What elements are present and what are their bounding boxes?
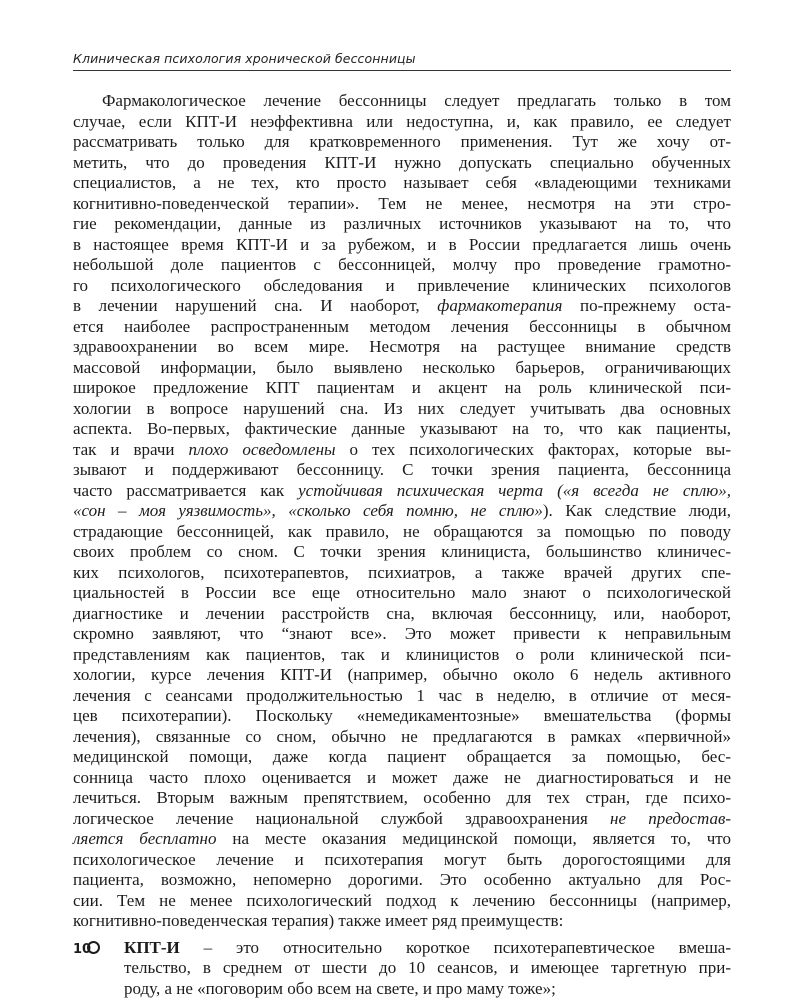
text-run: о тех психологических факторах, которые вы- bbox=[349, 439, 731, 459]
emphasis-term: ляется бесплатно bbox=[73, 829, 217, 848]
text-line bbox=[73, 829, 731, 850]
text-run: по-прежнему оста- bbox=[580, 296, 731, 315]
text-line: Фармакологическое лечение бессонницы следует предлагать только в том bbox=[102, 91, 731, 110]
text-line: широкое предложение КПТ пациентам и акцент на роль клинической пси- bbox=[73, 378, 731, 397]
text-line: ких психологов, психотерапевтов, психиатров, а также врачей других спе- bbox=[73, 562, 731, 582]
text-run: – это относительно короткое психотерапевтическое вмеша- bbox=[203, 937, 732, 957]
text-run: часто рассматривается как bbox=[73, 480, 285, 500]
text-line: го психологического обследования и привлечение клинических психологов bbox=[73, 275, 731, 295]
page-number: 10 bbox=[73, 942, 92, 957]
text-run: так и врачи bbox=[73, 439, 175, 459]
text-run: на месте оказания медицинской помощи, является то, что bbox=[232, 829, 731, 848]
emphasis-quote: («я всегда не сплю», bbox=[557, 480, 732, 500]
text-line: цев психотерапии). Поскольку «немедикаментозные» вмешательства (формы bbox=[73, 706, 731, 725]
text-line: гие рекомендации, данные из различных источников указывают на то, что bbox=[73, 214, 731, 233]
text-line bbox=[73, 501, 731, 522]
text-line: метить, что до проведения КПТ-И нужно допускать специально обученных bbox=[73, 152, 731, 172]
bullet-list-item bbox=[73, 938, 731, 1000]
text-line: зывают и поддерживают бессонницу. С точки зрения пациента, бессонница bbox=[73, 460, 731, 479]
text-line: когнитивно-поведенческая терапия) также имеет ряд преимуществ: bbox=[73, 911, 564, 930]
text-line bbox=[124, 938, 731, 959]
emphasis-term: фармакотерапия bbox=[437, 296, 563, 315]
text-run: логическое лечение национальной службой здравоохранения bbox=[73, 808, 588, 828]
bullet-term: КПТ-И bbox=[124, 937, 180, 957]
text-line: в настоящее время КПТ-И и за рубежом, и в России предлагается лишь очень bbox=[73, 234, 731, 254]
text-line: хологии, курсе лечения КПТ-И (например, обычно около 6 недель активного bbox=[73, 665, 731, 684]
text-line: небольшой доле пациентов с бессонницей, молчу про проведение грамотно- bbox=[73, 255, 731, 274]
text-run: ). Как следствие люди, bbox=[542, 501, 731, 520]
emphasis-term: плохо осведомлены bbox=[188, 439, 336, 459]
text-line bbox=[73, 296, 731, 317]
text-line: своих проблем со сном. С точки зрения клинициста, большинство клиничес- bbox=[73, 542, 731, 561]
running-header: Клиническая психология хронической бессонницы bbox=[73, 51, 416, 66]
text-line: аспекта. Во-первых, фактические данные указывают на то, что как пациенты, bbox=[73, 419, 731, 438]
emphasis-term: не предостав- bbox=[610, 808, 731, 828]
text-run: в лечении нарушений сна. И наоборот, bbox=[73, 296, 420, 315]
text-line: сии. Тем не менее психологический подход к лечению бессонницы (например, bbox=[73, 890, 731, 910]
text-line: здравоохранении во всем мире. Несмотря на растущее внимание средств bbox=[73, 337, 731, 356]
text-line: лечения), связанные со сном, обычно не предлагаются в рамках «первичной» bbox=[73, 726, 731, 746]
text-line: сонница часто плохо оценивается и может даже не диагностироваться и не bbox=[73, 767, 731, 787]
text-line bbox=[73, 440, 731, 461]
text-line: специалистов, а не тех, кто просто называет себя «владеющими техниками bbox=[73, 173, 731, 192]
text-line: медицинской помощи, даже когда пациент обращается за помощью, бес- bbox=[73, 747, 731, 766]
text-line: когнитивно-поведенческой терапии». Тем не менее, несмотря на эти стро- bbox=[73, 193, 731, 213]
text-line: хологии в вопросе нарушений сна. Из них следует учитывать два основных bbox=[73, 398, 731, 418]
text-line: рассматривать только для кратковременного применения. Тут же хочу от- bbox=[73, 132, 731, 151]
header-rule bbox=[73, 70, 731, 71]
body-text bbox=[73, 91, 731, 999]
text-line: представлениям как пациентов, так и клиницистов о роли клинической пси- bbox=[73, 644, 731, 664]
text-line bbox=[73, 481, 731, 502]
text-line: роду, а не «поговорим обо всем на свете, и про маму тоже»; bbox=[124, 978, 556, 998]
text-line: лечения с сеансами продолжительностью 1 час в неделю, в отличие от меся- bbox=[73, 685, 731, 705]
text-line: диагностике и лечении расстройств сна, включая бессонницу, или, наоборот, bbox=[73, 603, 731, 623]
text-line: циальностей в России все еще относительно мало знают о психологической bbox=[73, 583, 731, 602]
text-line bbox=[73, 809, 731, 830]
text-line: тельство, в среднем от шести до 10 сеансов, и имеющее таргетную при- bbox=[124, 958, 731, 977]
text-line: скромно заявляют, что “знают все». Это может привести к неправильным bbox=[73, 624, 731, 643]
emphasis-term: устойчивая психическая черта bbox=[298, 480, 544, 500]
text-line: страдающие бессонницей, как правило, не обращаются за помощью по поводу bbox=[73, 521, 731, 541]
text-line: массовой информации, было выявлено несколько барьеров, ограничивающих bbox=[73, 357, 731, 377]
text-line: пациента, возможно, непомерно дорогими. Это особенно актуально для Рос- bbox=[73, 870, 731, 889]
text-line: лечиться. Вторым важным препятствием, особенно для тех стран, где психо- bbox=[73, 788, 731, 807]
text-line: ется наиболее распространенным методом лечения бессонницы в обычном bbox=[73, 316, 731, 336]
emphasis-quote: «сон – моя уязвимость», «сколько себя помню, не сплю» bbox=[73, 501, 543, 520]
text-line: психологическое лечение и психотерапия могут быть дорогостоящими для bbox=[73, 849, 731, 869]
text-line: случае, если КПТ-И неэффективна или недоступна, и, как правило, ее следует bbox=[73, 111, 731, 131]
